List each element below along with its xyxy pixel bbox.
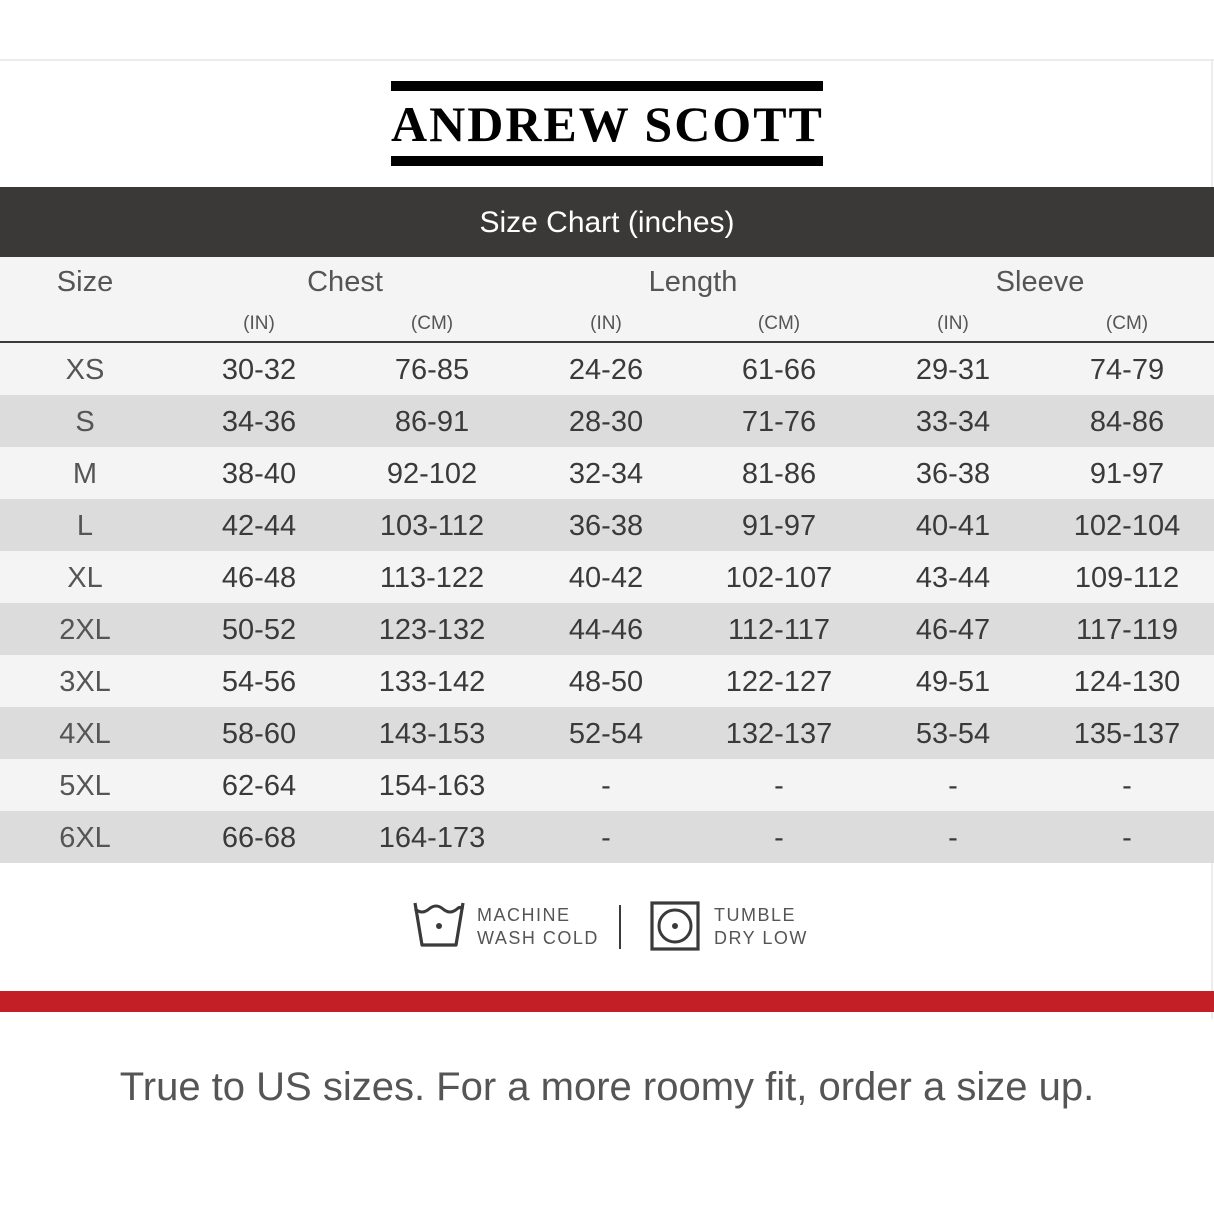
cell-size: 5XL [59, 770, 111, 802]
cell-chest-in: 50-52 [221, 614, 297, 646]
cell-length-cm: 112-117 [727, 614, 831, 646]
table-row [0, 395, 1214, 447]
table-row [0, 499, 1214, 551]
cell-length-in: 32-34 [568, 458, 644, 490]
cell-size: 3XL [59, 666, 111, 698]
table-row [0, 655, 1214, 707]
care-divider [619, 905, 621, 949]
unit-length-cm: (CM) [757, 313, 801, 334]
cell-chest-in: 46-48 [221, 562, 297, 594]
cell-length-in: 52-54 [568, 718, 644, 750]
cell-sleeve-in: 40-41 [915, 510, 991, 542]
cell-length-in: - [601, 770, 611, 802]
cell-length-cm: 91-97 [741, 510, 817, 542]
cell-chest-cm: 113-122 [379, 562, 485, 594]
table-row [0, 447, 1214, 499]
dry-label-line1: TUMBLE [714, 905, 797, 925]
cell-size: S [75, 406, 95, 438]
unit-sleeve-in: (IN) [937, 313, 969, 334]
cell-length-cm: 81-86 [741, 458, 817, 490]
logo-top-bar [391, 81, 823, 91]
header-size: Size [56, 266, 114, 298]
cell-length-cm: 132-137 [725, 718, 833, 750]
cell-chest-in: 34-36 [221, 406, 297, 438]
fit-note: True to US sizes. For a more roomy fit, order a size up. [119, 1065, 1095, 1109]
cell-length-in: 24-26 [568, 354, 644, 386]
cell-sleeve-in: - [948, 770, 958, 802]
brand-name: ANDREW SCOTT [391, 96, 824, 152]
cell-length-cm: 102-107 [725, 562, 833, 594]
cell-length-in: 44-46 [568, 614, 644, 646]
cell-sleeve-cm: 135-137 [1073, 718, 1181, 750]
table-row [0, 811, 1214, 863]
unit-chest-in: (IN) [243, 313, 275, 334]
unit-chest-cm: (CM) [410, 313, 454, 334]
care-instructions [0, 880, 1214, 980]
cell-length-in: 36-38 [568, 510, 644, 542]
cell-length-cm: - [774, 822, 784, 854]
table-row [0, 343, 1214, 395]
cell-chest-in: 54-56 [221, 666, 297, 698]
cell-sleeve-cm: - [1122, 822, 1132, 854]
cell-size: L [76, 510, 94, 542]
cell-size: M [72, 458, 98, 490]
cell-size: XS [65, 354, 105, 386]
cell-sleeve-cm: 124-130 [1073, 666, 1181, 698]
brand-logo [391, 81, 823, 166]
cell-sleeve-cm: - [1122, 770, 1132, 802]
header-length: Length [648, 266, 738, 298]
cell-size: 4XL [59, 718, 111, 750]
cell-chest-in: 30-32 [221, 354, 297, 386]
cell-chest-cm: 103-112 [379, 510, 485, 542]
cell-length-cm: 71-76 [741, 406, 817, 438]
cell-sleeve-in: 49-51 [915, 666, 991, 698]
cell-sleeve-in: 33-34 [915, 406, 991, 438]
dry-label-line2: DRY LOW [714, 928, 808, 948]
cell-sleeve-cm: 109-112 [1074, 562, 1180, 594]
header-sleeve: Sleeve [995, 266, 1085, 298]
unit-length-in: (IN) [590, 313, 622, 334]
cell-chest-cm: 86-91 [394, 406, 470, 438]
cell-chest-cm: 154-163 [378, 770, 486, 802]
table-row [0, 551, 1214, 603]
table-row [0, 603, 1214, 655]
cell-length-in: - [601, 822, 611, 854]
cell-size: 2XL [59, 614, 111, 646]
cell-chest-in: 58-60 [221, 718, 297, 750]
cell-chest-cm: 164-173 [378, 822, 486, 854]
tumble-dry-icon [650, 901, 700, 951]
logo-bottom-bar [391, 156, 823, 166]
accent-band [0, 991, 1214, 1012]
cell-length-cm: 122-127 [725, 666, 833, 698]
wash-label [477, 904, 599, 950]
cell-sleeve-in: - [948, 822, 958, 854]
cell-chest-in: 62-64 [221, 770, 297, 802]
cell-sleeve-in: 53-54 [915, 718, 991, 750]
cell-sleeve-in: 43-44 [915, 562, 991, 594]
top-divider [0, 59, 1214, 61]
wash-label-line1: MACHINE [477, 905, 571, 925]
cell-length-in: 48-50 [568, 666, 644, 698]
cell-chest-in: 42-44 [221, 510, 297, 542]
unit-sleeve-cm: (CM) [1105, 313, 1149, 334]
cell-chest-cm: 76-85 [394, 354, 470, 386]
cell-sleeve-cm: 74-79 [1089, 354, 1165, 386]
cell-chest-cm: 92-102 [386, 458, 478, 490]
wash-tub-icon [412, 899, 466, 951]
cell-sleeve-cm: 91-97 [1089, 458, 1165, 490]
cell-length-in: 40-42 [568, 562, 644, 594]
cell-chest-in: 38-40 [221, 458, 297, 490]
cell-chest-cm: 143-153 [378, 718, 486, 750]
cell-length-cm: - [774, 770, 784, 802]
cell-sleeve-in: 36-38 [915, 458, 991, 490]
cell-chest-in: 66-68 [221, 822, 297, 854]
header-chest: Chest [307, 266, 383, 298]
table-row [0, 707, 1214, 759]
cell-size: XL [67, 562, 103, 594]
table-row [0, 759, 1214, 811]
cell-sleeve-cm: 84-86 [1089, 406, 1165, 438]
cell-sleeve-cm: 102-104 [1073, 510, 1181, 542]
cell-sleeve-cm: 117-119 [1075, 614, 1179, 646]
cell-sleeve-in: 46-47 [915, 614, 991, 646]
dry-label [714, 904, 808, 950]
size-table [0, 343, 1214, 863]
wash-label-line2: WASH COLD [477, 928, 599, 948]
cell-length-in: 28-30 [568, 406, 644, 438]
chart-title: Size Chart (inches) [0, 187, 1214, 257]
cell-length-cm: 61-66 [741, 354, 817, 386]
cell-chest-cm: 123-132 [378, 614, 486, 646]
cell-chest-cm: 133-142 [378, 666, 486, 698]
cell-size: 6XL [59, 822, 111, 854]
cell-sleeve-in: 29-31 [915, 354, 991, 386]
